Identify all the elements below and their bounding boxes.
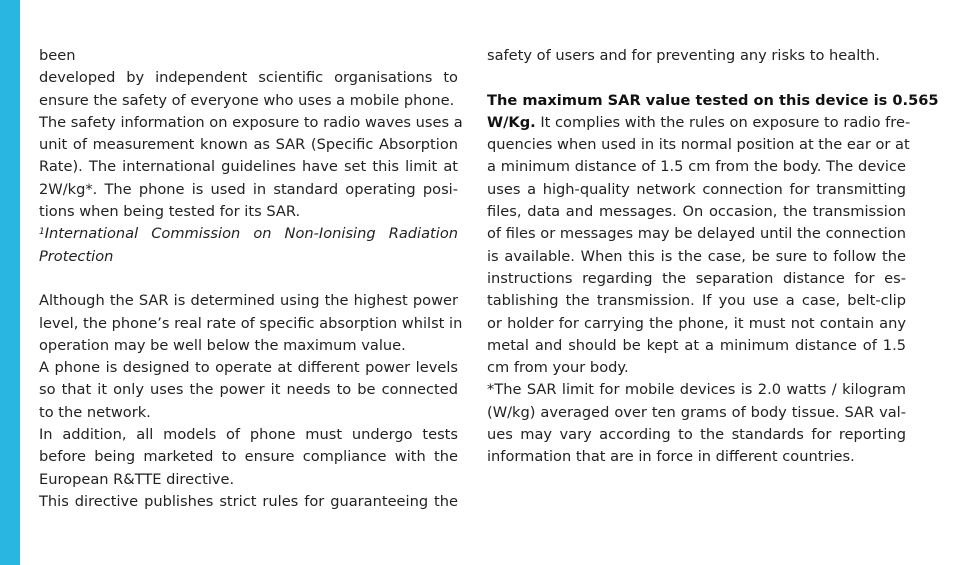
text-line: uses a high-quality network connection for transmitting: [487, 180, 906, 198]
text-line: ensure the safety of everyone who uses a mobile phone.: [39, 91, 455, 109]
text-line: Rate). The international guidelines have set this limit at: [39, 158, 458, 176]
text-line: a minimum distance of 1.5 cm from the body. The device: [487, 158, 906, 176]
paragraph-gap: [487, 67, 906, 89]
footnote-line: [39, 223, 458, 245]
text-line: [487, 112, 911, 134]
left-column: [39, 45, 463, 513]
text-line: cm from your body.: [487, 359, 629, 377]
footnote-text: International Commission on Non-Ionising Radiation: [44, 225, 458, 243]
text-line: ues may vary according to the standards for reporting: [487, 426, 906, 444]
text-line: Although the SAR is determined using the highest power: [39, 292, 458, 310]
text-line: quencies when used in its normal position at the ear or at: [487, 136, 910, 154]
text-line: or holder for carrying the phone, it must not contain any: [487, 314, 906, 332]
bold-line: [487, 90, 939, 112]
text-line: In addition, all models of phone must undergo tests: [39, 426, 458, 444]
text-line: level, the phone’s real rate of specific absorption whilst in: [39, 314, 463, 332]
text-line-rest: It complies with the rules on exposure to radio fre-: [535, 113, 911, 131]
text-line: tablishing the transmission. If you use a case, belt-clip: [487, 292, 906, 310]
text-line: This directive publishes strict rules for guaranteeing the: [39, 492, 458, 510]
text-line: A phone is designed to operate at different power levels: [39, 359, 458, 377]
right-column: [487, 45, 939, 469]
sar-value-statement: The maximum SAR value tested on this device is 0.565: [487, 91, 939, 109]
text-line: tions when being tested for its SAR.: [39, 203, 301, 221]
text-line: information that are in force in different countries.: [487, 448, 855, 466]
footnote-mark: 1: [39, 227, 45, 238]
text-line: files, data and messages. On occasion, the transmission: [487, 203, 906, 221]
text-line: been: [39, 47, 76, 64]
text-line: of files or messages may be delayed until the connection: [487, 225, 906, 243]
text-line: 2W/kg*. The phone is used in standard operating posi-: [39, 180, 458, 198]
footnote-line: Protection: [39, 247, 114, 265]
paragraph-gap: [39, 268, 458, 290]
text-line: *The SAR limit for mobile devices is 2.0 watts / kilogram: [487, 381, 906, 399]
text-line: metal and should be kept at a minimum distance of 1.5: [487, 336, 906, 354]
text-line: so that it only uses the power it needs to be connected: [39, 381, 458, 399]
sar-unit: W/Kg.: [487, 113, 536, 131]
text-line: safety of users and for preventing any risks to health.: [487, 47, 880, 64]
text-line: to the network.: [39, 403, 151, 421]
text-line: operation may be well below the maximum value.: [39, 336, 406, 354]
text-line: before being marketed to ensure compliance with the: [39, 448, 458, 466]
text-line: unit of measurement known as SAR (Specific Absorption: [39, 136, 458, 154]
text-line: developed by independent scientific organisations to: [39, 69, 458, 87]
text-line: The safety information on exposure to radio waves uses a: [39, 113, 463, 131]
text-line: is available. When this is the case, be sure to follow the: [487, 247, 906, 265]
text-line: (W/kg) averaged over ten grams of body tissue. SAR val-: [487, 403, 906, 421]
text-line: instructions regarding the separation distance for es-: [487, 269, 906, 287]
text-line: European R&TTE directive.: [39, 470, 235, 488]
side-color-bar: [0, 0, 20, 565]
